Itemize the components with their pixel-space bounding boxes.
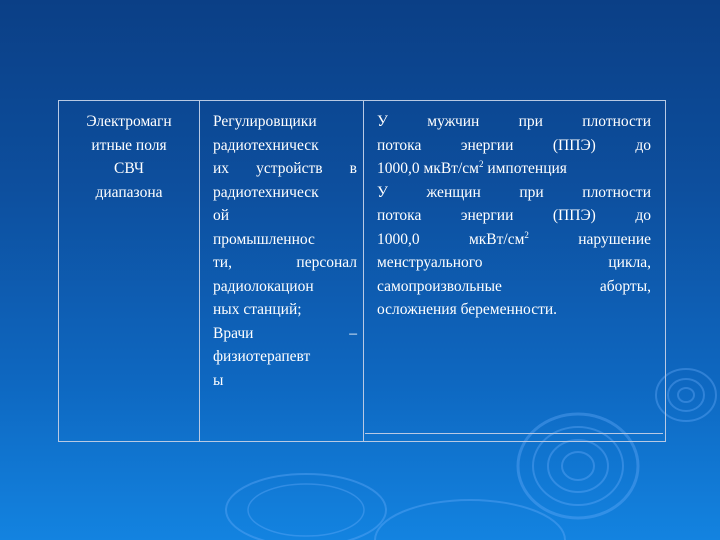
effects-line: 1000,0 мкВт/$см^2$ импотенция	[377, 158, 567, 177]
effects-line: осложнения беременности.	[377, 301, 558, 318]
effects-line: У женщин при плотности	[377, 183, 651, 201]
workers-line: физиотерапевт	[213, 348, 311, 365]
workers-line: ных станций;	[213, 301, 302, 318]
effects-line: У мужчин при плотности	[377, 113, 651, 130]
factor-cell	[59, 101, 200, 441]
workers-cell	[201, 101, 364, 441]
effects-line: потока энергии (ППЭ) до	[377, 136, 651, 154]
effects-line: менструального цикла,	[377, 254, 651, 271]
workers-line: ти, персонал	[213, 254, 357, 271]
effects-cell	[365, 101, 663, 434]
effects-line: 1000,0 мкВт/$см^2$ нарушение	[377, 229, 651, 248]
workers-line: Регулировщики	[213, 113, 317, 130]
effects-line: потока энергии (ППЭ) до	[377, 207, 651, 224]
workers-line: промышленнос	[213, 230, 315, 248]
workers-line: ы	[213, 371, 224, 389]
factor-line: диапазона	[95, 183, 163, 201]
factor-line: СВЧ	[114, 160, 144, 177]
workers-line: Врачи –	[213, 324, 357, 342]
workers-line: радиотехническ	[213, 183, 319, 201]
workers-line: их устройств в	[213, 160, 357, 177]
factor-line: итные поля	[91, 136, 167, 154]
occupations-table	[58, 100, 666, 442]
workers-line: радиолокацион	[213, 277, 314, 295]
effects-line: самопроизвольные аборты,	[377, 277, 651, 295]
factor-line: Электромагн	[86, 113, 172, 130]
workers-line: радиотехническ	[213, 136, 319, 154]
workers-line: ой	[213, 207, 230, 224]
